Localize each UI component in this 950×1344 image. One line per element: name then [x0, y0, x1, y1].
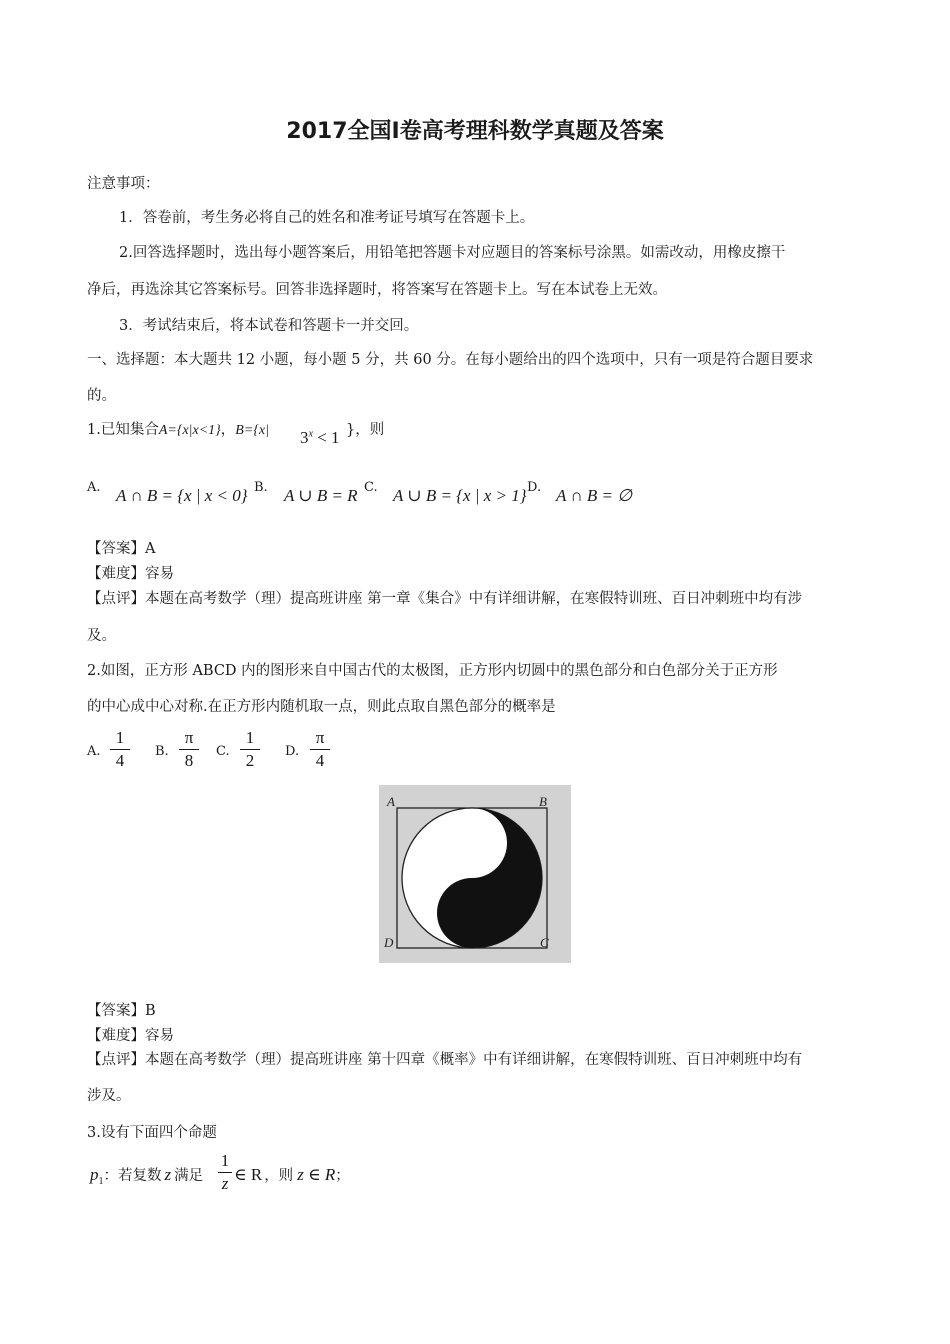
- q1-option-b-label: B.: [254, 480, 268, 495]
- vertex-label-c: C: [540, 935, 549, 950]
- q2-option-c-label: C.: [216, 744, 230, 759]
- q3-p1-var: z: [164, 1165, 172, 1184]
- q3-p1-tail: [234, 1164, 350, 1185]
- q3-p1-sub: 1: [98, 1176, 104, 1188]
- notes-item-3: 3．考试结束后，将本试卷和答题卡一并交回。: [119, 318, 419, 334]
- notes-item-2-line1: 2.回答选择题时，选出每小题答案后，用铅笔把答题卡对应题目的答案标号涂黑。如需改动，用橡皮擦干: [119, 245, 786, 261]
- q1-pow-exp: x: [308, 428, 313, 440]
- fraction-bar: [110, 749, 130, 750]
- taiji-figure: [379, 785, 571, 963]
- q1-option-d-label: D.: [527, 480, 542, 495]
- notes-item-1: 1．答卷前，考生务必将自己的姓名和准考证号填写在答题卡上。: [119, 210, 535, 226]
- q2-difficulty: 【难度】容易: [87, 1028, 174, 1044]
- q3-p1-text-b: 满足: [174, 1168, 204, 1184]
- q2-option-c-num: 1: [245, 728, 255, 747]
- q2-answer: 【答案】B: [87, 1003, 156, 1019]
- notes-heading: 注意事项：: [87, 176, 160, 192]
- q1-option-c-label: C.: [364, 480, 378, 495]
- q1-power-condition: [300, 428, 340, 448]
- q2-option-b-den: 8: [184, 751, 194, 770]
- q3-p1-concl: z ∈ R: [297, 1165, 336, 1184]
- section-1-line2: 的。: [87, 388, 116, 404]
- fraction-bar: [240, 749, 260, 750]
- q2-option-b-fraction: [179, 728, 199, 771]
- q3-p1-fraction: [218, 1151, 232, 1194]
- q1-option-a-label: A.: [87, 480, 101, 495]
- q1-option-b-expr: A ∪ B = R: [284, 486, 358, 505]
- white-dot: [465, 836, 479, 850]
- q1-set-a: A={x|x<1}: [158, 423, 221, 438]
- q1-difficulty: 【难度】容易: [87, 566, 174, 582]
- q1-set-b-prefix: B={x|: [235, 423, 269, 438]
- q1-option-c-expr: A ∪ B = {x | x > 1}: [393, 486, 527, 505]
- q2-option-a-label: A.: [87, 744, 101, 759]
- q1-pow-base: 3: [300, 428, 309, 447]
- section-1-line1: 一、选择题：本大题共 12 小题，每小题 5 分，共 60 分。在每小题给出的四个选项中，只有一项是符合题目要求: [87, 352, 814, 368]
- q1-answer: 【答案】A: [87, 541, 156, 557]
- fraction-bar: [218, 1172, 232, 1173]
- q2-comment-line1: 【点评】本题在高考数学（理）提高班讲座 第十四章《概率》中有详细讲解，在寒假特训班、百日冲刺班中均有: [87, 1052, 803, 1068]
- q1-stem-b: ，: [220, 422, 236, 438]
- q3-p1-text-c: ，则: [264, 1168, 294, 1184]
- taiji-figure-svg: [379, 785, 571, 963]
- q2-option-d-num: π: [315, 728, 325, 747]
- q1-option-d-expr: A ∩ B = ∅: [556, 486, 633, 505]
- q3-p1-label: p: [90, 1165, 99, 1184]
- q1-comment-line1: 【点评】本题在高考数学（理）提高班讲座 第一章《集合》中有详细讲解，在寒假特训班、百日冲刺班中均有涉: [87, 591, 803, 607]
- fraction-bar: [310, 749, 330, 750]
- q2-option-a-fraction: [110, 728, 130, 771]
- q2-option-b-num: π: [184, 728, 194, 747]
- q2-option-b-label: B.: [155, 744, 169, 759]
- black-dot: [459, 901, 473, 915]
- q3-p1-in-r: ∈ R: [234, 1165, 263, 1184]
- q3-p1-text-a: ：若复数: [103, 1168, 162, 1184]
- q3-p1-den: z: [221, 1174, 229, 1193]
- q2-option-a-num: 1: [115, 728, 125, 747]
- q2-option-d-den: 4: [315, 751, 325, 770]
- q3-p1-num: 1: [220, 1151, 230, 1170]
- fraction-bar: [179, 749, 199, 750]
- q1-comment-line2: 及。: [87, 628, 116, 644]
- vertex-label-d: D: [384, 935, 394, 950]
- q3-p1-line: [90, 1164, 203, 1187]
- q1-option-a-expr: A ∩ B = {x | x < 0}: [116, 486, 248, 505]
- q1-stem-a: 1.已知集合: [87, 422, 159, 438]
- q2-stem-line1: 2.如图，正方形 ABCD 内的图形来自中国古代的太极图，正方形内切圆中的黑色部分和白色部分关于正方形: [87, 663, 778, 679]
- q2-option-a-den: 4: [115, 751, 125, 770]
- notes-item-2-line2: 净后，再选涂其它答案标号。回答非选择题时，将答案写在答题卡上。写在本试卷上无效。: [87, 282, 667, 298]
- q3-stem: 3.设有下面四个命题: [87, 1125, 217, 1141]
- vertex-label-b: B: [539, 794, 547, 809]
- q2-comment-line2: 涉及。: [87, 1088, 131, 1104]
- page-title: 2017全国Ⅰ卷高考理科数学真题及答案: [286, 119, 664, 144]
- q1-stem: [87, 418, 269, 439]
- q2-option-c-fraction: [240, 728, 260, 771]
- q2-option-d-fraction: [310, 728, 330, 771]
- q2-stem-line2: 的中心成中心对称.在正方形内随机取一点，则此点取自黑色部分的概率是: [87, 699, 556, 715]
- q2-option-c-den: 2: [245, 751, 255, 770]
- q2-option-d-label: D.: [285, 744, 300, 759]
- q3-p1-end: ；: [335, 1168, 350, 1184]
- vertex-label-a: A: [387, 794, 395, 809]
- q1-pow-rel: < 1: [317, 428, 340, 447]
- q1-set-b-suffix: }，则: [346, 422, 385, 438]
